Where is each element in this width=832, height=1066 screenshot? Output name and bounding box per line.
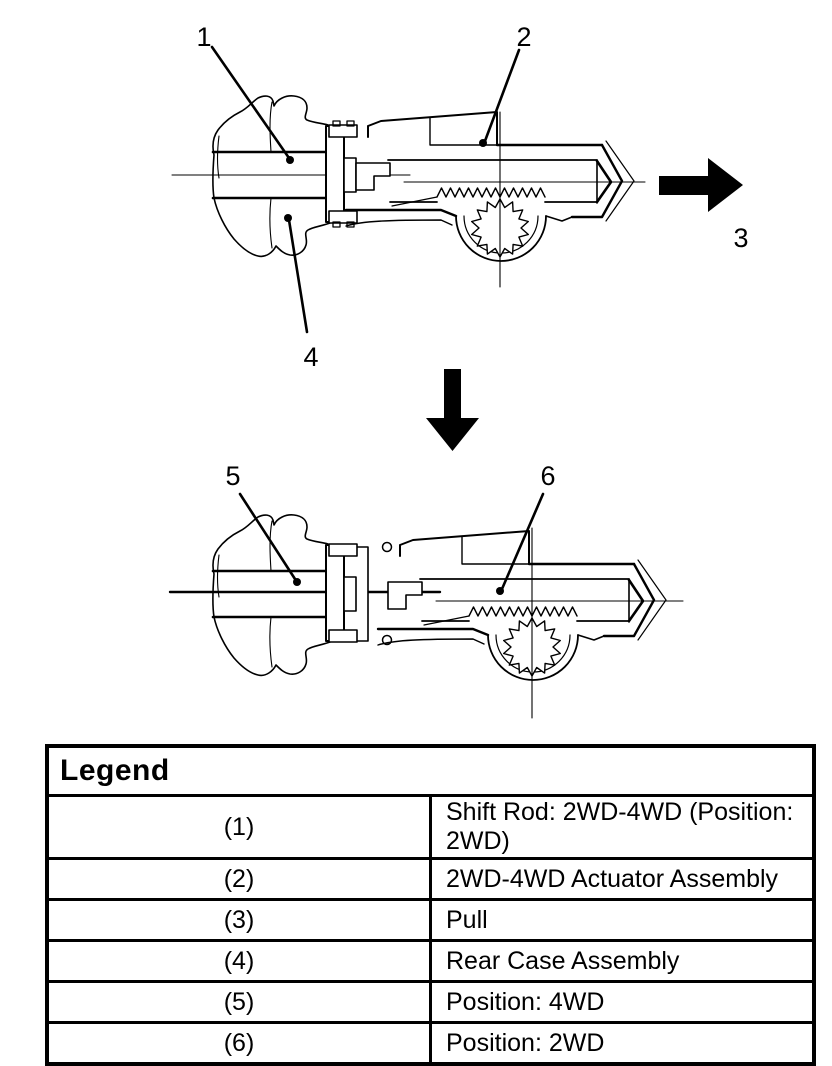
actuator-assembly xyxy=(378,528,666,718)
legend-row xyxy=(47,982,814,1023)
leader-dot-5 xyxy=(293,578,301,586)
actuator-bore xyxy=(430,118,497,145)
leader-dot-2 xyxy=(479,139,487,147)
leader-dot-6 xyxy=(496,587,504,595)
callout-2: 2 xyxy=(516,22,532,52)
legend-key-6: (6) xyxy=(47,1023,431,1065)
flange-cap-top xyxy=(329,544,357,556)
leader-dot-1 xyxy=(286,156,294,164)
legend-row xyxy=(47,1023,814,1065)
flange-cap-top xyxy=(329,125,357,137)
legend-description-1: Shift Rod: 2WD-4WD (Position: 2WD) xyxy=(431,796,815,859)
legend-description-4: Rear Case Assembly xyxy=(431,941,815,982)
rod-stub xyxy=(344,577,356,611)
flange-cap-bottom xyxy=(329,211,357,223)
legend-table xyxy=(45,744,816,1066)
legend-key-1: (1) xyxy=(47,796,431,859)
actuator-skirt xyxy=(378,639,484,645)
legend-row xyxy=(47,796,814,859)
legend-description-5: Position: 4WD xyxy=(431,982,815,1023)
callout-3: 3 xyxy=(733,223,749,253)
leader-dot-4 xyxy=(284,214,292,222)
interlock-block xyxy=(388,582,422,609)
legend-description-2: 2WD-4WD Actuator Assembly xyxy=(431,859,815,900)
actuator-roof xyxy=(368,112,497,145)
legend-title: Legend xyxy=(47,746,814,796)
callout-5: 5 xyxy=(225,461,241,491)
rod-stub xyxy=(344,158,356,192)
leader-line-6 xyxy=(502,494,543,589)
legend-key-3: (3) xyxy=(47,900,431,941)
flange-cap-bottom xyxy=(329,630,357,642)
actuator-bottom-step xyxy=(546,216,572,221)
legend-key-5: (5) xyxy=(47,982,431,1023)
actuator-roof xyxy=(400,531,529,564)
callout-4: 4 xyxy=(303,342,319,372)
down-arrow-icon xyxy=(426,369,479,451)
callout-6: 6 xyxy=(540,461,556,491)
legend-description-6: Position: 2WD xyxy=(431,1023,815,1065)
leader-line-2 xyxy=(485,50,519,141)
legend-header-row xyxy=(47,746,814,796)
legend-key-2: (2) xyxy=(47,859,431,900)
rack-teeth xyxy=(437,188,545,197)
actuator-skirt xyxy=(346,220,452,226)
actuator-bottom-step xyxy=(578,635,604,640)
rack-teeth xyxy=(469,607,577,616)
rear-case-outline xyxy=(213,96,330,257)
piston-rod xyxy=(388,160,597,202)
actuator-assembly xyxy=(346,112,634,287)
rear-case-outline xyxy=(213,515,330,676)
legend-row xyxy=(47,859,814,900)
bottom-view-diagram xyxy=(170,461,683,718)
legend-row xyxy=(47,941,814,982)
top-view-diagram xyxy=(172,22,645,372)
flange xyxy=(326,545,344,641)
retainer-clip-top xyxy=(383,543,392,552)
legend-description-3: Pull xyxy=(431,900,815,941)
actuator-shoulder xyxy=(378,629,488,635)
piston-rod xyxy=(420,579,629,621)
legend-row xyxy=(47,900,814,941)
actuator-shoulder xyxy=(346,210,456,216)
legend-key-4: (4) xyxy=(47,941,431,982)
flange xyxy=(326,126,344,222)
interlock-block xyxy=(356,163,390,190)
callout-1: 1 xyxy=(196,22,212,52)
pull-arrow-icon xyxy=(659,158,743,212)
